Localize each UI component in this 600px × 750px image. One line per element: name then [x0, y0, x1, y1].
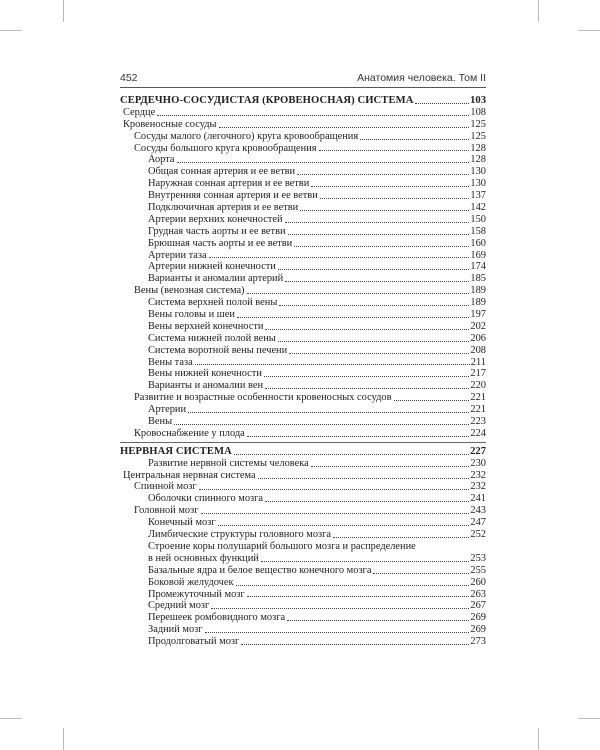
toc-entry-text: Система верхней полой вены	[148, 297, 278, 309]
toc-entry-text: Лимбические структуры головного мозга	[148, 529, 332, 541]
toc-page-number: 189	[470, 285, 486, 297]
toc-page-number: 158	[470, 225, 486, 237]
toc-page-number: 269	[470, 612, 486, 624]
toc-entry-text: Артерии таза	[148, 249, 207, 261]
toc-page-number: 260	[470, 576, 486, 588]
toc-entry[interactable]	[120, 154, 486, 166]
crop-mark	[63, 0, 64, 22]
toc-page-number: 130	[470, 166, 486, 178]
dot-leader	[415, 103, 469, 104]
dot-leader	[278, 269, 470, 270]
toc-entry-text: Артерии	[148, 404, 187, 416]
toc-page-number: 185	[470, 273, 486, 285]
dot-leader	[320, 198, 470, 199]
toc-entry[interactable]	[120, 428, 486, 440]
dot-leader	[360, 139, 469, 140]
dot-leader	[201, 513, 470, 514]
dot-leader	[288, 234, 470, 235]
dot-leader	[285, 222, 470, 223]
toc-page-number: 142	[470, 202, 486, 213]
toc-entry[interactable]	[120, 357, 486, 369]
dot-leader	[199, 489, 470, 490]
dot-leader	[311, 186, 469, 187]
dot-leader	[209, 257, 470, 258]
dot-leader	[373, 573, 469, 574]
toc-entry[interactable]	[120, 529, 486, 541]
toc-entry[interactable]	[120, 131, 486, 143]
toc-entry-text: Подключичная артерия и ее ветви	[148, 202, 299, 213]
toc-entry-text: Развитие нервной системы человека	[148, 457, 309, 469]
toc-entry[interactable]	[120, 458, 486, 470]
crop-mark	[0, 718, 22, 719]
toc-page-number: 208	[470, 344, 486, 356]
toc-entry-text: Развитие и возрастные особенности кровеносных сосудов	[134, 392, 392, 404]
toc-section-heading[interactable]	[120, 446, 486, 458]
toc-entry-text: Аорта	[148, 154, 175, 166]
toc-section-heading[interactable]	[120, 95, 486, 107]
dot-leader	[234, 454, 469, 455]
dot-leader	[211, 608, 469, 609]
toc-entry[interactable]	[120, 202, 486, 214]
dot-leader	[300, 210, 469, 211]
toc-entry[interactable]	[120, 178, 486, 190]
toc-entry-text: Система нижней полой вены	[148, 332, 276, 344]
toc-entry[interactable]	[120, 238, 486, 250]
running-header	[120, 72, 486, 84]
toc-entry-text: Сердце	[123, 106, 156, 118]
toc-entry[interactable]	[120, 493, 486, 505]
toc-entry-text: Конечный мозг	[148, 517, 216, 529]
toc-page-number: 125	[470, 118, 486, 130]
toc-entry-text: Артерии нижней конечности	[148, 261, 276, 273]
dot-leader	[258, 478, 470, 479]
toc-page-number: 263	[470, 588, 486, 600]
toc-page-number: 128	[470, 142, 486, 154]
toc-entry-text: Продолговатый мозг	[148, 636, 240, 648]
dot-leader	[265, 501, 469, 502]
dot-leader	[177, 162, 470, 163]
dot-leader	[236, 585, 470, 586]
toc-page-number: 125	[470, 130, 486, 142]
toc-page-number: 224	[470, 427, 486, 439]
toc-entry-text: Вены верхней конечности	[148, 320, 264, 332]
toc-page-number: 252	[470, 529, 486, 541]
crop-mark	[63, 728, 64, 750]
toc-entry[interactable]	[120, 416, 486, 428]
dot-leader	[157, 115, 469, 116]
dot-leader	[237, 317, 469, 318]
toc-entry[interactable]	[120, 380, 486, 392]
toc-page-number: 189	[470, 297, 486, 309]
toc-entry-text: Варианты и аномалии вен	[148, 380, 264, 392]
toc-entry-text: Перешеек ромбовидного мозга	[148, 612, 286, 624]
dot-leader	[188, 412, 469, 413]
toc-entry[interactable]	[120, 600, 486, 612]
toc-page-number: 221	[470, 404, 486, 416]
toc-entry-text: Оболочки спинного мозга	[148, 493, 263, 505]
toc-page-number: 150	[470, 213, 486, 225]
toc-entry-text: в ней основных функций	[148, 552, 259, 564]
toc-entry[interactable]	[120, 482, 486, 494]
toc-entry-text: Строение коры полушарий большого мозга и распределение	[148, 540, 416, 552]
crop-mark	[538, 728, 539, 750]
dot-leader	[174, 424, 469, 425]
toc-entry[interactable]	[120, 297, 486, 309]
toc-entry-text: Грудная часть аорты и ее ветви	[148, 225, 286, 237]
dot-leader	[285, 281, 469, 282]
toc-entry-text: Внутренняя сонная артерия и ее ветви	[148, 190, 318, 202]
toc-page-number: 255	[470, 564, 486, 576]
toc-entry[interactable]	[120, 190, 486, 202]
toc-entry-text: Артерии верхних конечностей	[148, 213, 283, 225]
toc-page-number: 211	[470, 356, 486, 368]
toc-page-number: 223	[470, 416, 486, 428]
toc-entry-text: Боковой желудочек	[148, 576, 234, 588]
toc-page-number: 137	[470, 190, 486, 202]
toc-page-number: 221	[470, 392, 486, 404]
dot-leader	[294, 246, 469, 247]
toc-page-number: 202	[470, 320, 486, 332]
toc-page-number: 160	[470, 237, 486, 249]
toc-entry-text: Центральная нервная система	[123, 469, 256, 481]
dot-leader	[265, 388, 469, 389]
toc-entry-text: Вены нижней конечности	[148, 368, 262, 380]
toc-page-number: 128	[470, 154, 486, 166]
toc-page-number: 174	[470, 261, 486, 273]
dot-leader	[247, 436, 470, 437]
toc-page-number: 273	[470, 636, 486, 648]
toc-entry-text: Вены	[148, 416, 173, 428]
toc-page-number: 197	[470, 309, 486, 321]
toc-entry-text: Брюшная часть аорты и ее ветви	[148, 237, 293, 249]
crop-mark	[578, 30, 600, 31]
dot-leader	[241, 644, 469, 645]
toc-entry[interactable]	[120, 553, 486, 565]
toc-entry[interactable]	[120, 517, 486, 529]
toc-entry-text: Промежуточный мозг	[148, 588, 245, 600]
toc-page-number: 206	[470, 332, 486, 344]
header-rule	[120, 87, 486, 88]
dot-leader	[219, 127, 470, 128]
toc-entry-text: Задний мозг	[148, 624, 203, 636]
toc-entry-text: Базальные ядра и белое вещество конечного мозга	[148, 564, 372, 576]
dot-leader	[279, 305, 469, 306]
toc-entry[interactable]	[120, 636, 486, 648]
toc-page-number: 232	[470, 469, 486, 481]
toc-entry[interactable]	[120, 226, 486, 238]
toc-entry[interactable]	[120, 321, 486, 333]
toc-page-number: 253	[470, 552, 486, 564]
toc-entry[interactable]	[120, 250, 486, 262]
dot-leader	[205, 632, 470, 633]
toc-entry[interactable]	[120, 470, 486, 482]
toc-entry[interactable]	[120, 368, 486, 380]
toc-page-number: 241	[470, 493, 486, 505]
toc-entry-text: Кровоснабжение у плода	[134, 427, 245, 439]
toc-entry[interactable]	[120, 612, 486, 624]
toc-entry[interactable]	[120, 505, 486, 517]
toc-entry[interactable]	[120, 589, 486, 601]
dot-leader	[319, 150, 470, 151]
toc-entry-text: Сосуды малого (легочного) круга кровообращения	[134, 130, 359, 142]
toc-page-number: 227	[470, 445, 486, 457]
toc-entry[interactable]	[120, 107, 486, 119]
toc-entry[interactable]	[120, 214, 486, 226]
crop-mark	[578, 718, 600, 719]
toc-entry-text: Спинной мозг	[134, 481, 197, 493]
dot-leader	[278, 341, 470, 342]
toc-entry[interactable]	[120, 261, 486, 273]
toc-page-number: 269	[470, 624, 486, 636]
toc-entry-text: Варианты и аномалии артерий	[148, 273, 284, 285]
toc-entry[interactable]	[120, 345, 486, 357]
dot-leader	[289, 353, 469, 354]
toc-page-number: 217	[470, 368, 486, 380]
section-divider	[120, 442, 486, 443]
toc-entry[interactable]	[120, 273, 486, 285]
toc-entry-text: Наружная сонная артерия и ее ветви	[148, 178, 310, 190]
toc-page-number: 267	[470, 600, 486, 612]
running-title: Анатомия человека. Том II	[357, 72, 486, 84]
toc-page-number: 247	[470, 517, 486, 529]
toc-page-number: 130	[470, 178, 486, 190]
toc-entry[interactable]	[120, 624, 486, 636]
toc-entry-text: Кровеносные сосуды	[123, 118, 217, 130]
toc-entry[interactable]	[120, 285, 486, 297]
dot-leader	[247, 596, 470, 597]
toc-page-number: 108	[470, 106, 486, 118]
crop-mark	[0, 30, 22, 31]
toc-entry-text: Головной мозг	[134, 505, 199, 517]
dot-leader	[297, 174, 469, 175]
toc-entry-text: СЕРДЕЧНО-СОСУДИСТАЯ (КРОВЕНОСНАЯ) СИСТЕМА	[120, 94, 414, 106]
toc-entry[interactable]	[120, 333, 486, 345]
toc-page-number: 230	[470, 457, 486, 469]
dot-leader	[195, 364, 470, 365]
toc-entry[interactable]	[120, 404, 486, 416]
dot-leader	[247, 293, 470, 294]
toc-entry-text: Сосуды большого круга кровообращения	[134, 142, 317, 154]
toc-page-number: 220	[470, 380, 486, 392]
toc-page-number: 103	[470, 94, 486, 106]
toc-entry[interactable]	[120, 119, 486, 131]
toc-entry-text: Вены таза	[148, 356, 193, 368]
dot-leader	[265, 329, 469, 330]
dot-leader	[333, 537, 469, 538]
toc-entry-text: НЕРВНАЯ СИСТЕМА	[120, 445, 232, 457]
crop-mark	[538, 0, 539, 22]
toc-entry[interactable]	[120, 565, 486, 577]
toc-entry[interactable]	[120, 166, 486, 178]
toc-entry[interactable]	[120, 143, 486, 155]
toc-entry-text: Вены головы и шеи	[148, 309, 235, 321]
toc-page-number: 243	[470, 505, 486, 517]
dot-leader	[394, 400, 470, 401]
toc-page-number: 232	[470, 481, 486, 493]
toc-entry[interactable]	[120, 309, 486, 321]
toc-page-number: 169	[470, 249, 486, 261]
toc-entry[interactable]	[120, 392, 486, 404]
table-of-contents	[120, 95, 486, 648]
dot-leader	[287, 620, 469, 621]
dot-leader	[264, 376, 470, 377]
toc-entry-text: Вены (венозная система)	[134, 285, 245, 297]
dot-leader	[261, 561, 470, 562]
toc-entry-text: Общая сонная артерия и ее ветви	[148, 166, 296, 178]
page-number: 452	[120, 72, 138, 84]
toc-entry-text: Система воротной вены печени	[148, 344, 288, 356]
dot-leader	[311, 466, 470, 467]
toc-entry-text: Средний мозг	[148, 600, 210, 612]
toc-entry[interactable]	[120, 577, 486, 589]
dot-leader	[218, 525, 470, 526]
